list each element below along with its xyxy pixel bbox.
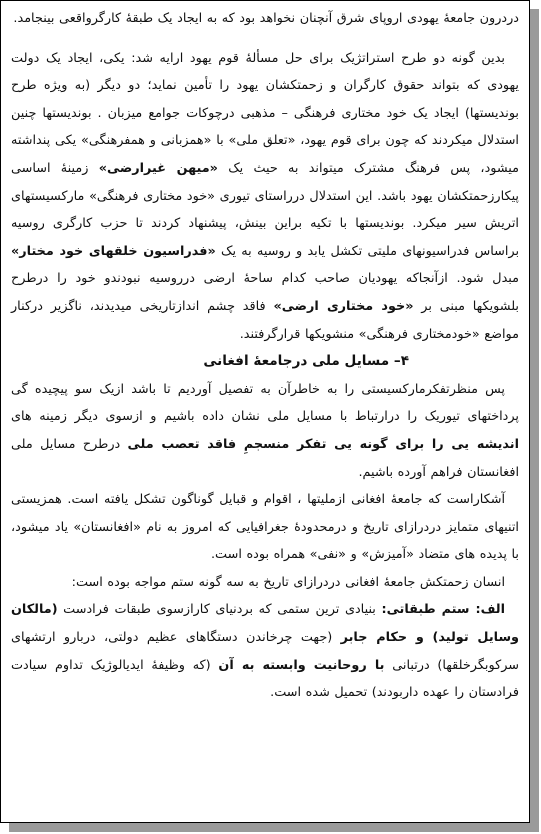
- paragraph-2: [11, 45, 519, 349]
- paragraph-2-text-a: بدین گونه دو طرح استراتژیک برای حل مسألۀ قوم یهود ارایه شد: یکی، ایجاد یک دولت یهودی که بتواند حقوق کارگران و زحمتکشان یهود را تأمین نماید؛ دو دیگر (به ویژه طرح بوندیستها) ایجاد یک خود مختاری فرهنگی – مذهبی درچوکات جوامع میزبان . بوندیستها چنین استدلال میکردند که چون برای قوم یهود، «تعلق ملی» با «همزبانی و همفرهنگی» یکی پنداشته میشود، پس فرهنگ مشترک میتواند به حیث یک: [11, 50, 520, 176]
- paragraph-2-text-c: مبدل شود. ازآنجاکه یهودیان صاحب کدام ساحۀ ارضی درروسیه نبودندو خود را درطرح بلشویکها مبنی بر: [11, 271, 519, 314]
- paragraph-3-text-a: پس منظرتفکرمارکسیستی را به خاطرآن به تفصیل آوردیم تا باشد ازیک سو پیچیده گی پرداختهای تیوریک را درارتباط با مسایل ملی نشان داده باشیم و ازسوی دیگر زمینه های: [11, 381, 519, 425]
- paragraph-6-bold-1: الف: ستم طبقاتی:: [381, 602, 506, 618]
- paragraph-6-bold-3: با روحانیت وابسته به آن: [218, 657, 385, 673]
- paragraph-1: دردرون جامعۀ یهودی اروپای شرق آنچنان نخواهد بود که به ایجاد یک طبقۀ کارگرواقعی بینجامد.: [13, 11, 519, 26]
- paragraph-6-text-c: (که وظیفۀ ایدیالوژیک تداوم سیادت فرادستان را عهده داربودند) تحمیل شده است.: [11, 657, 519, 701]
- paragraph-6-bold-2: (مالکان وسایل تولید) و حکام جابر: [11, 602, 519, 646]
- paragraph-3: [11, 376, 519, 486]
- paragraph-6-text-a: بنیادی ترین ستمی که بردنیای کارازسوی طبقات فرادست: [63, 602, 376, 618]
- paragraph-6: [11, 596, 519, 706]
- paragraph-2-bold-3: «خود مختاری ارضی»: [273, 298, 414, 314]
- paragraph-4: آشکاراست که جامعۀ افغانی ازملیتها ، اقوام و قبایل گوناگون تشکل یافته است. همزیستی اتنیهای متمایز دردرازای تاریخ و درمحدودۀ جغرافیایی که امروز به نام «افغانستان» یاد میشود، با پدیده های متضاد «آمیزش» و «نفی» همراه بوده است.: [11, 492, 519, 563]
- section-heading: ۴– مسایل ملی درجامعۀ افغانی: [203, 353, 409, 370]
- paragraph-2-bold-2: «فدراسیون خلقهای خود مختار»: [11, 243, 216, 259]
- paragraph-6-text-b: (جهت چرخاندن دستگاهای عظیم دولتی، دربارو ارتشهای سرکوبگرخلقها) درتبانی: [11, 630, 519, 673]
- paragraph-5: انسان زحمتکش جامعۀ افغانی دردرازای تاریخ به سه گونه ستم مواجه بوده است:: [71, 574, 505, 590]
- paragraph-3-text-b: درطرح مسایل ملی افغانستان فراهم آورده باشیم.: [11, 436, 519, 480]
- paragraph-3-bold-1: اندیشه یی را برای گونه یی تفکر منسجمِ فاقد تعصب ملی: [127, 436, 519, 452]
- paragraph-2-text-b: زمینۀ اساسی پیکارزحمتکشان یهود باشد. این استدلال درراستای تیوری «خود مختاری فرهنگی» مارکسیستهای اتریش سیر میکرد. بوندیستها با تکیه براین بینش، پیشنهاد کردند تا حزب کارگری روسیه براساس فدراسیونهای ملیتی تکشل یابد و روسیه به یک: [11, 160, 520, 259]
- paragraph-2-bold-1: «میهن غیرارضی»: [98, 160, 218, 176]
- paragraph-2-text-d: فاقد چشم اندازتاریخی میدیدند، ناگزیر درکنار مواضع «خودمختاری فرهنگی» منشویکها قرارگرفتند.: [11, 298, 519, 342]
